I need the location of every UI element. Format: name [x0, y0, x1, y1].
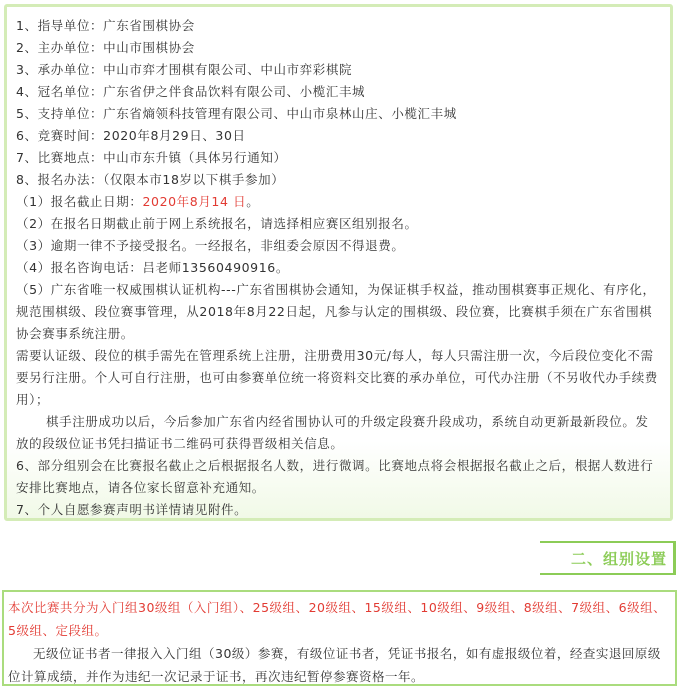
info-deadline — [16, 191, 660, 213]
info-host-unit: 2、主办单位：中山市围棋协会 — [16, 40, 195, 55]
info-title-sponsor: 4、冠名单位：广东省伊之伴食品饮料有限公司、小榄汇丰城 — [16, 84, 366, 99]
info-online-registration: （2）在报名日期截止前于网上系统报名，请选择相应赛区组别报名。 — [16, 216, 418, 231]
info-competition-time: 6、竞赛时间：2020年8月29日、30日 — [16, 128, 246, 143]
group-rules-note: 无级位证书者一律报入入门组（30级）参赛，有级位证书者，凭证书报名，如有虚报级位着，经查实退回原级位计算成绩，并作为违纪一次记录于证书，再次违纪暂停参赛资格一年。 — [8, 646, 661, 684]
info-certification-notice: （5）广东省唯一权威围棋认证机构---广东省围棋协会通知，为保证棋手权益，推动围棋赛事正规化、有序化，规范围棋级、段位赛事管理，从2018年8月22日起，凡参与认定的围棋级、段位赛，比赛棋手须在广东省围棋协会赛事系统注册。 — [16, 282, 656, 341]
info-late-policy: （3）逾期一律不予接受报名。一经报名，非组委会原因不得退费。 — [16, 238, 405, 253]
info-registration-fee: 需要认证级、段位的棋手需先在管理系统上注册，注册费用30元/每人，每人只需注册一次，今后段位变化不需要另行注册。个人可自行注册，也可由参赛单位统一将资料交比赛的承办单位，可代办注册（不另收代办手续费用）； — [16, 348, 658, 407]
info-contact-phone: （4）报名咨询电话：吕老师13560490916。 — [16, 260, 289, 275]
info-supporter: 5、支持单位：广东省熵领科技管理有限公司、中山市泉林山庄、小榄汇丰城 — [16, 106, 457, 121]
info-registration-method: 8、报名办法：（仅限本市18岁以下棋手参加） — [16, 172, 285, 187]
info-group-adjustment: 6、部分组别会在比赛报名截止之后根据报名人数，进行微调。比赛地点将会根据报名截止之后，根据人数进行安排比赛地点，请各位家长留意补充通知。 — [16, 458, 654, 495]
info-venue: 7、比赛地点：中山市东升镇（具体另行通知） — [16, 150, 287, 165]
deadline-label: （1）报名截止日期： — [16, 194, 143, 209]
info-guide-unit: 1、指导单位：广东省围棋协会 — [16, 18, 195, 33]
deadline-suffix: 。 — [246, 194, 260, 209]
info-declaration: 7、个人自愿参赛声明书详情请见附件。 — [16, 502, 248, 517]
section-heading: 二、组别设置 — [570, 550, 667, 568]
info-organizer: 3、承办单位：中山市弈才围棋有限公司、中山市弈彩棋院 — [16, 62, 353, 77]
group-settings-box — [2, 590, 677, 686]
competition-info-box — [4, 4, 673, 521]
group-list: 本次比赛共分为入门组30级组（入门组）、25级组、20级组、15级组、10级组、9级组、8级组、7级组、6级组、5级组、定段组。 — [8, 600, 667, 638]
info-rank-update: 棋手注册成功以后，今后参加广东省内经省围协认可的升级定段赛升段成功，系统自动更新最新段位。发放的段级位证书凭扫描证书二维码可获得晋级相关信息。 — [16, 414, 649, 451]
deadline-date: 2020年8月14 日 — [142, 194, 247, 209]
